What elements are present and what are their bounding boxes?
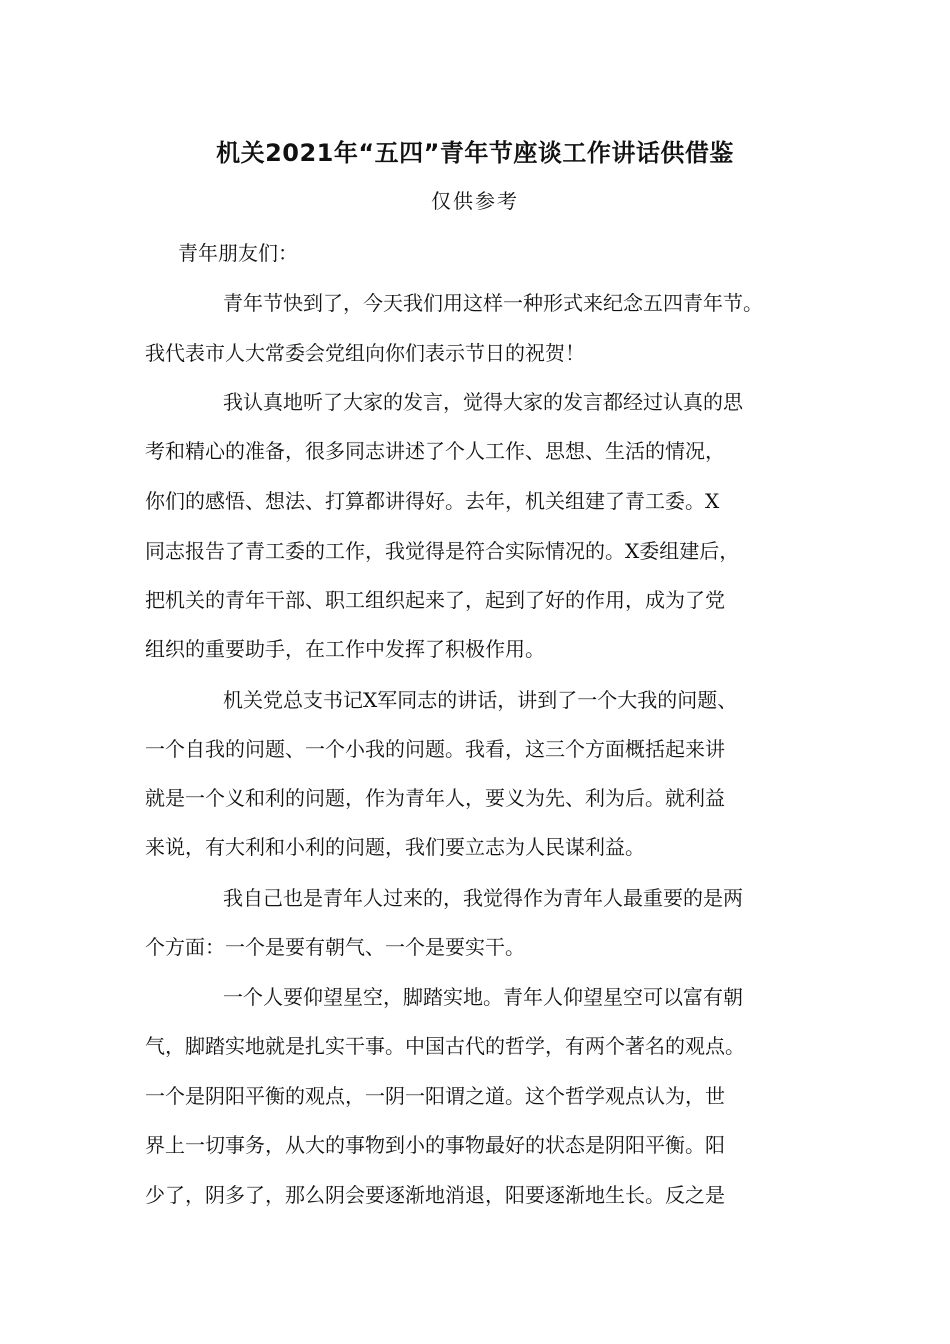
body-line: 气，脚踏实地就是扎实干事。中国古代的哲学，有两个著名的观点。 xyxy=(145,1034,745,1058)
body-line: 你们的感悟、想法、打算都讲得好。去年，机关组建了青工委。X xyxy=(145,489,720,513)
body-line: 考和精心的准备，很多同志讲述了个人工作、思想、生活的情况， xyxy=(145,439,725,463)
body-line: 就是一个义和利的问题，作为青年人，要义为先、利为后。就利益 xyxy=(145,786,725,810)
body-line: 我认真地听了大家的发言，觉得大家的发言都经过认真的思 xyxy=(223,390,743,414)
body-line: 少了，阴多了，那么阴会要逐渐地消退，阳要逐渐地生长。反之是 xyxy=(145,1183,725,1207)
body-line: 一个自我的问题、一个小我的问题。我看，这三个方面概括起来讲 xyxy=(145,737,725,761)
body-line: 组织的重要助手，在工作中发挥了积极作用。 xyxy=(145,637,545,661)
body-line: 一个人要仰望星空，脚踏实地。青年人仰望星空可以富有朝 xyxy=(223,985,743,1009)
greeting-line: 青年朋友们： xyxy=(178,241,298,265)
body-line: 来说，有大利和小利的问题，我们要立志为人民谋利益。 xyxy=(145,835,645,859)
document-title: 机关2021年“五四”青年节座谈工作讲话供借鉴 xyxy=(216,139,734,167)
body-line: 青年节快到了，今天我们用这样一种形式来纪念五四青年节。 xyxy=(223,291,763,315)
body-line: 把机关的青年干部、职工组织起来了，起到了好的作用，成为了党 xyxy=(145,588,725,612)
body-line: 机关党总支书记X军同志的讲话，讲到了一个大我的问题、 xyxy=(223,688,738,712)
document-subtitle: 仅供参考 xyxy=(431,189,519,213)
body-line: 个方面：一个是要有朝气、一个是要实干。 xyxy=(145,935,525,959)
body-line: 一个是阴阳平衡的观点，一阴一阳谓之道。这个哲学观点认为，世 xyxy=(145,1084,725,1108)
body-line: 同志报告了青工委的工作，我觉得是符合实际情况的。X委组建后， xyxy=(145,539,740,563)
body-line: 界上一切事务，从大的事物到小的事物最好的状态是阴阳平衡。阳 xyxy=(145,1133,725,1157)
body-line: 我代表市人大常委会党组向你们表示节日的祝贺！ xyxy=(145,341,585,365)
body-line: 我自己也是青年人过来的，我觉得作为青年人最重要的是两 xyxy=(223,886,743,910)
